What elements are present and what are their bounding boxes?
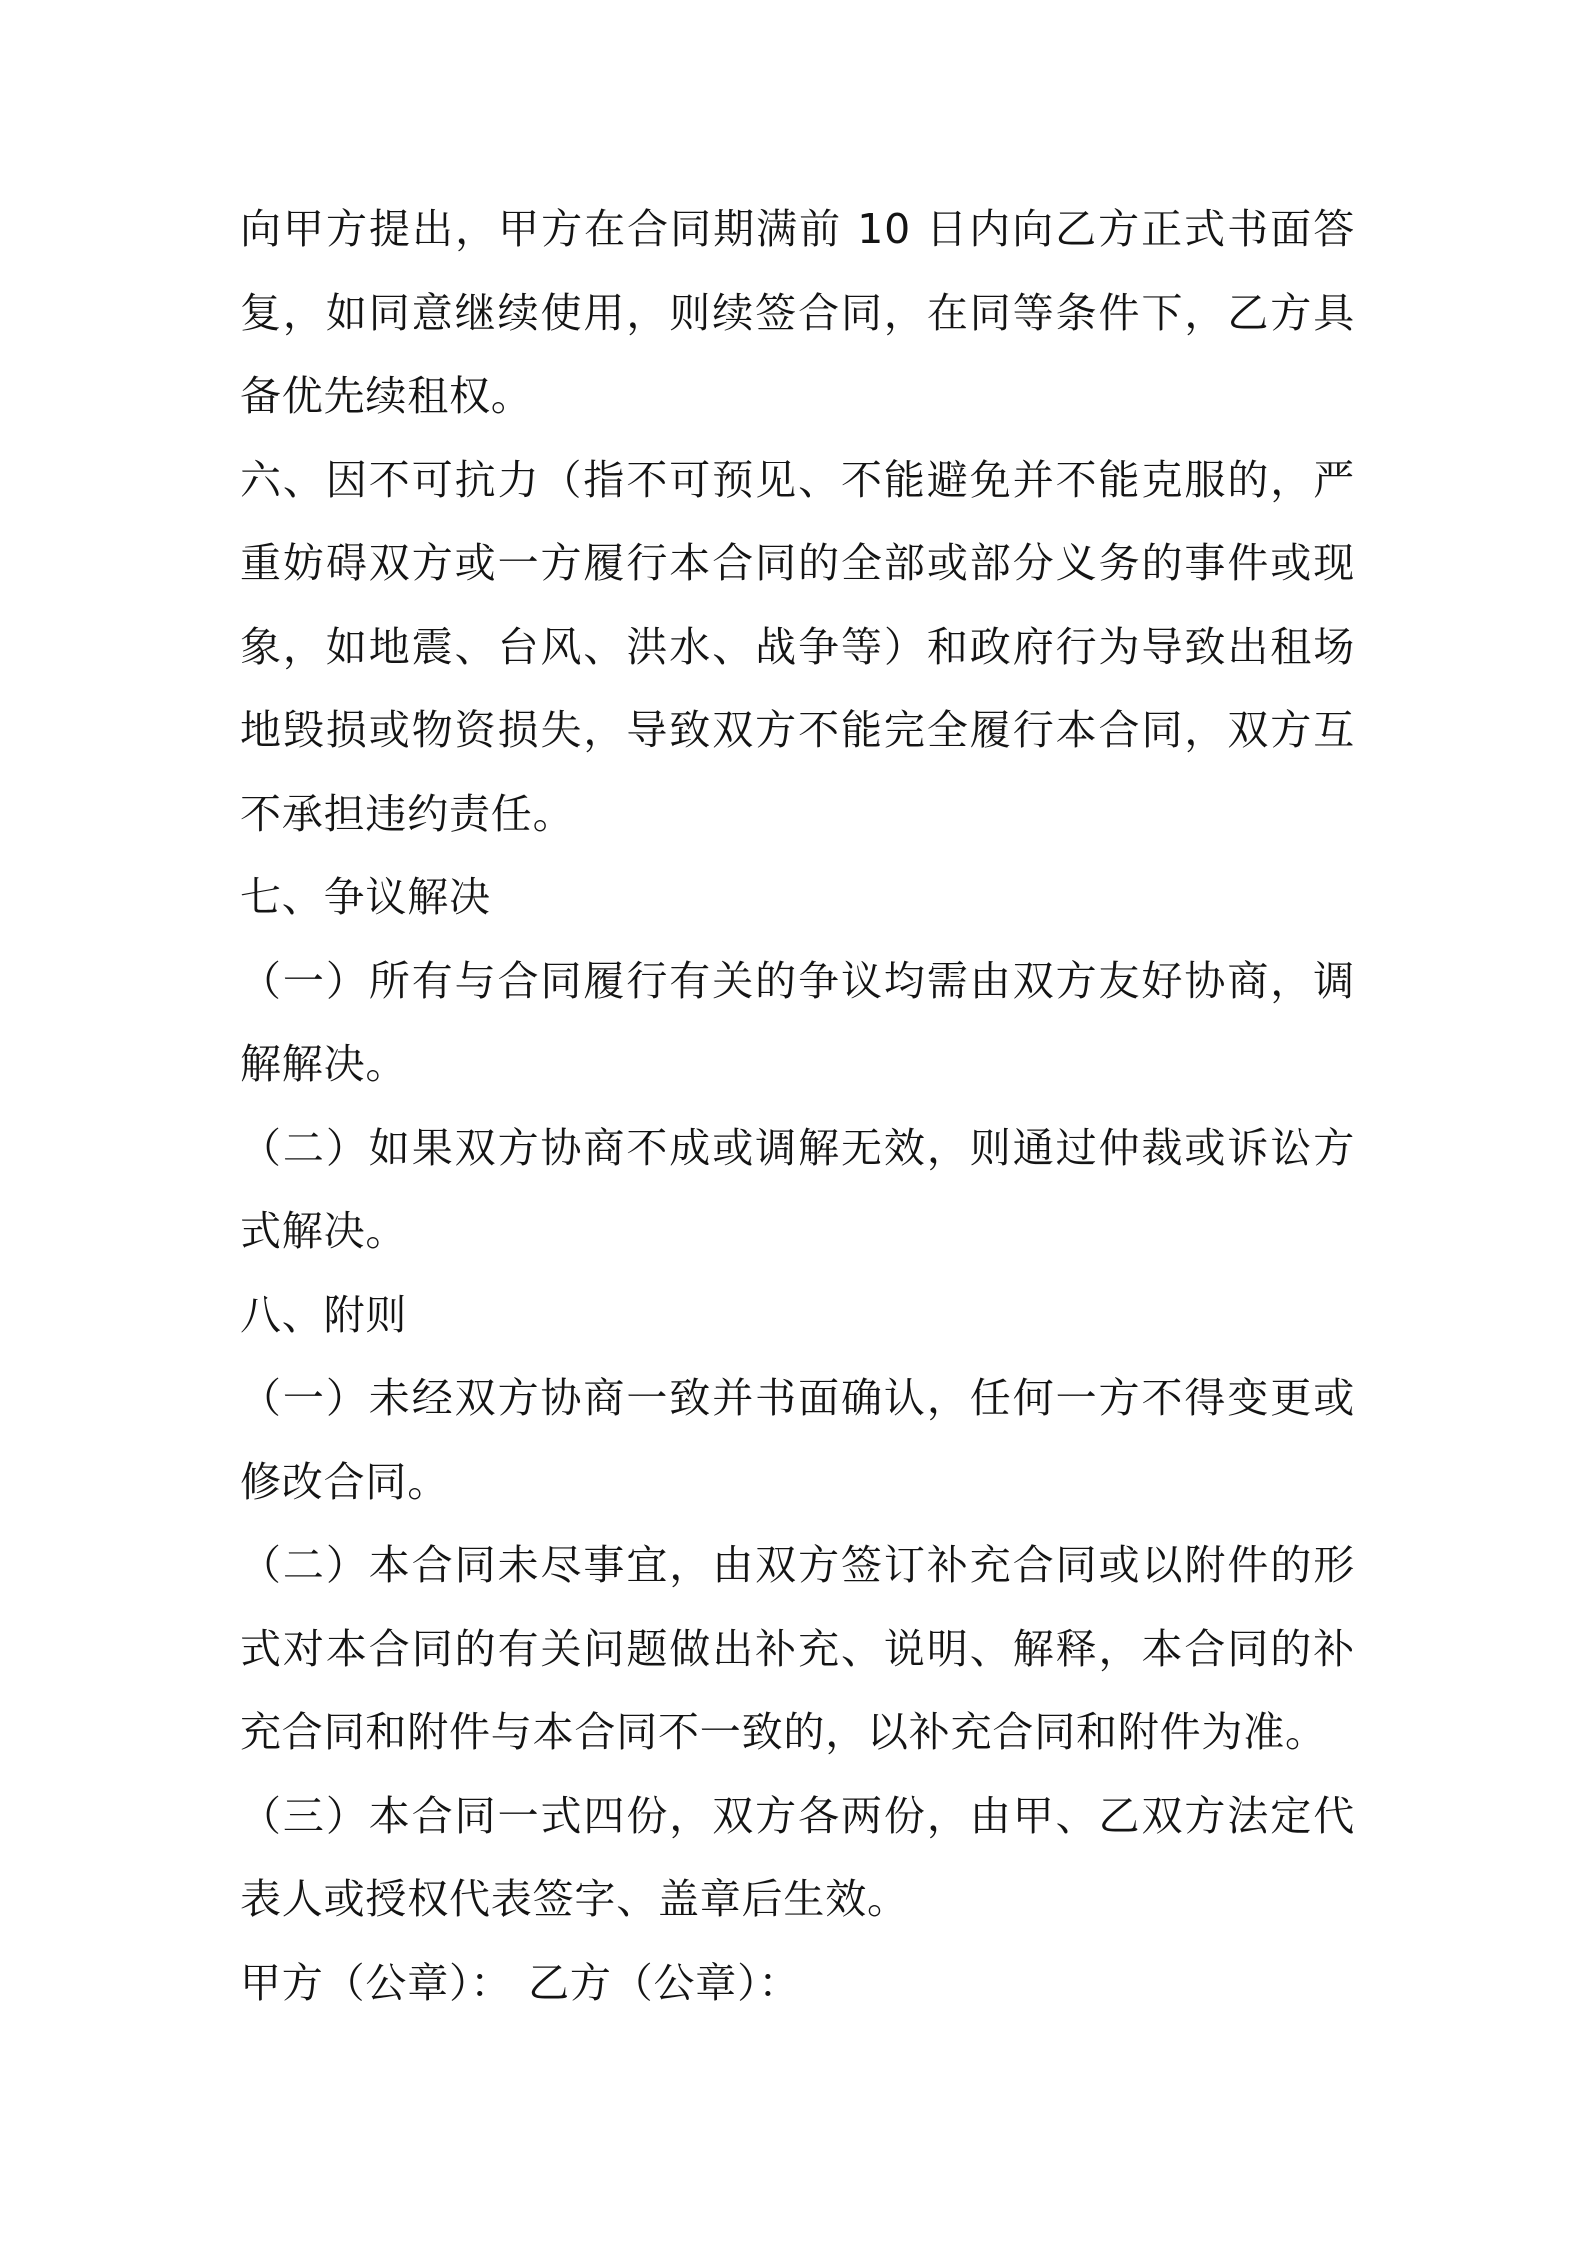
- paragraph-supplementary-contract: （二）本合同未尽事宜，由双方签订补充合同或以附件的形式对本合同的有关问题做出补充、说明、解释，本合同的补充合同和附件与本合同不一致的，以补充合同和附件为准。: [240, 1541, 1355, 1756]
- paragraph-force-majeure: 六、因不可抗力（指不可预见、不能避免并不能克服的，严重妨碍双方或一方履行本合同的全部或部分义务的事件或现象，如地震、台风、洪水、战争等）和政府行为导致出租场地毁损或物资损失，导致双方不能完全履行本合同，双方互不承担违约责任。: [240, 455, 1355, 838]
- signature-line: [240, 1942, 1355, 2026]
- document-body: [240, 188, 1355, 2025]
- paragraph-copies-effective: （三）本合同一式四份，双方各两份，由甲、乙双方法定代表人或授权代表签字、盖章后生效。: [240, 1791, 1355, 1923]
- party-b-seal-label: 乙方（公章）：: [528, 1958, 801, 2007]
- paragraph-renewal-reply: 向甲方提出，甲方在合同期满前 10 日内向乙方正式书面答复，如同意继续使用，则续签合同，在同等条件下，乙方具备优先续租权。: [240, 205, 1355, 420]
- paragraph-dispute-arbitration: （二）如果双方协商不成或调解无效，则通过仲裁或诉讼方式解决。: [240, 1123, 1355, 1255]
- paragraph-amendment: （一）未经双方协商一致并书面确认，任何一方不得变更或修改合同。: [240, 1374, 1355, 1506]
- paragraph-dispute-negotiation: （一）所有与合同履行有关的争议均需由双方友好协商，调解解决。: [240, 956, 1355, 1088]
- party-a-seal-label: 甲方（公章）：: [240, 1958, 513, 2007]
- heading-supplementary-provisions: 八、附则: [240, 1290, 408, 1339]
- heading-dispute-resolution: 七、争议解决: [240, 873, 491, 921]
